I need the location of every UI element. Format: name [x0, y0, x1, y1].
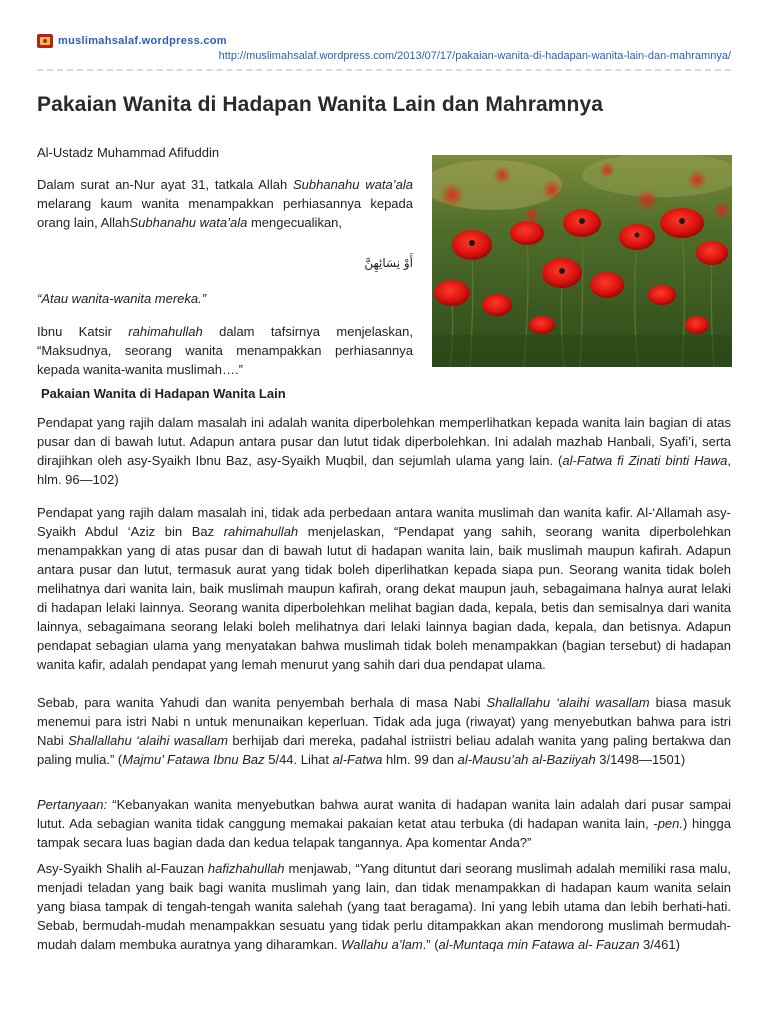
- paragraph-1: Pendapat yang rajih dalam masalah ini adalah wanita diperbolehkan memperlihatkan kepada wanita lain bagian di atas pusar dan di bawah lutut. Adapun antara pusar dan lutut tidak diperbolehkan. Ini adalah mazhab Hanbali, Syafi’i, serta dirajihkan oleh asy-Syaikh Ibnu Baz, asy-Syaikh Muqbil, dan sejumlah ulama yang lain. (al-Fatwa fi Zinati binti Hawa, hlm. 96—102): [37, 415, 732, 487]
- section-heading: Pakaian Wanita di Hadapan Wanita Lain: [41, 386, 286, 401]
- article-title: Pakaian Wanita di Hadapan Wanita Lain dan Mahramnya: [37, 93, 603, 116]
- site-logo-icon: [37, 34, 53, 48]
- arabic-verse: أَوْ نِسَائِهِنَّ: [364, 256, 413, 270]
- paragraph-3: Sebab, para wanita Yahudi dan wanita penyembah berhala di masa Nabi Shallallahu ‘alaihi wasallam biasa masuk menemui para istri Nabi n untuk menunaikan keperluan. Tidak ada juga (riwayat) yang menyebutkan bahwa para istri Nabi Shallallahu ‘alaihi wasallam berhijab dari mereka, padahal istriistri beliau adalah wanita yang paling bertakwa dan paling mulia.” (Majmu’ Fatawa Ibnu Baz 5/44. Lihat al-Fatwa hlm. 99 dan al-Mausu’ah al-Baziiyah 3/1498—1501): [37, 695, 731, 767]
- paragraph-4: Pertanyaan: “Kebanyakan wanita menyebutkan bahwa aurat wanita di hadapan wanita lain adalah dari pusar sampai lutut. Ada sebagian wanita tidak canggung memakai pakaian ketat atau terbuka (di hadapan wanita lain, -pen.) hingga tampak secara luas bagian dada dan kedua telapak tangannya. Apa komentar Anda?”: [37, 797, 731, 850]
- article-url-link[interactable]: http://muslimahsalaf.wordpress.com/2013/07/17/pakaian-wanita-di-hadapan-wanita-lain-dan-mahramnya/: [218, 50, 731, 62]
- article-author: Al-Ustadz Muhammad Afifuddin: [37, 145, 220, 160]
- paragraph-2: Pendapat yang rajih dalam masalah ini, tidak ada perbedaan antara wanita muslimah dan wanita kafir. Al-‘Allamah asy-Syaikh Abdul ‘Aziz bin Baz rahimahullah menjelaskan, “Pendapat yang sahih, seorang wanita diperbolehkan menampakkan yang di atas pusar dan di bawah lutut di hadapan wanita lain, baik muslimah maupun kafirah. Adapun antara pusar dan lutut, termasuk aurat yang tidak boleh diperlihatkan kepada siapa pun. Seorang wanita tidak boleh melihatnya dari wanita lain, baik muslimah maupun kafirah, orang dekat maupun jauh, sebagaimana halnya aurat lelaki di hadapan lelaki lainnya. Seorang wanita diperbolehkan melihat bagian dada, kepala, betis dan semisalnya dari wanita lainnya, sebagaimana seorang lelaki boleh melihatnya dari lelaki lainnya bagian dada, kepala, dan betisnya. Adapun pendapat sebagian ulama yang menyatakan bahwa muslimah tidak boleh menampakkan (bagian tersebut) di hadapan wanita kafir, adalah pendapat yang lemah menurut yang sahih dari dua pendapat ulama.: [37, 505, 732, 672]
- poppy-field-photo: [432, 155, 732, 367]
- header-divider: [37, 69, 731, 71]
- site-header: [37, 33, 227, 49]
- paragraph-5: Asy-Syaikh Shalih al-Fauzan hafizhahullah menjawab, “Yang dituntut dari seorang muslimah adalah memiliki rasa malu, menjadi teladan yang baik bagi wanita muslimah yang lain, dan tidak menampakkan di hadapan kaum wanita selain yang biasa tampak di tengah-tengah wanita salehah (yang taat beragama). Ini yang lebih utama dan lebih berhati-hati. Sebab, bermudah-mudah menampakkan sesuatu yang tidak perlu ditampakkan akan mendorong muslimah bermudah-mudah dalam membuka auratnya yang diharamkan. Wallahu a’lam.” (al-Muntaqa min Fatawa al- Fauzan 3/461): [37, 861, 731, 952]
- verse-translation: “Atau wanita-wanita mereka.”: [37, 291, 207, 306]
- ibnu-katsir-paragraph: Ibnu Katsir rahimahullah dalam tafsirnya menjelaskan, “Maksudnya, seorang wanita menampakkan perhiasannya kepada wanita-wanita muslimah….”: [37, 324, 413, 377]
- intro-paragraph: Dalam surat an-Nur ayat 31, tatkala Allah Subhanahu wata’ala melarang kaum wanita menampakkan perhiasannya kepada orang lain, AllahSubhanahu wata’ala mengecualikan,: [37, 177, 413, 230]
- site-name-link[interactable]: muslimahsalaf.wordpress.com: [58, 35, 227, 47]
